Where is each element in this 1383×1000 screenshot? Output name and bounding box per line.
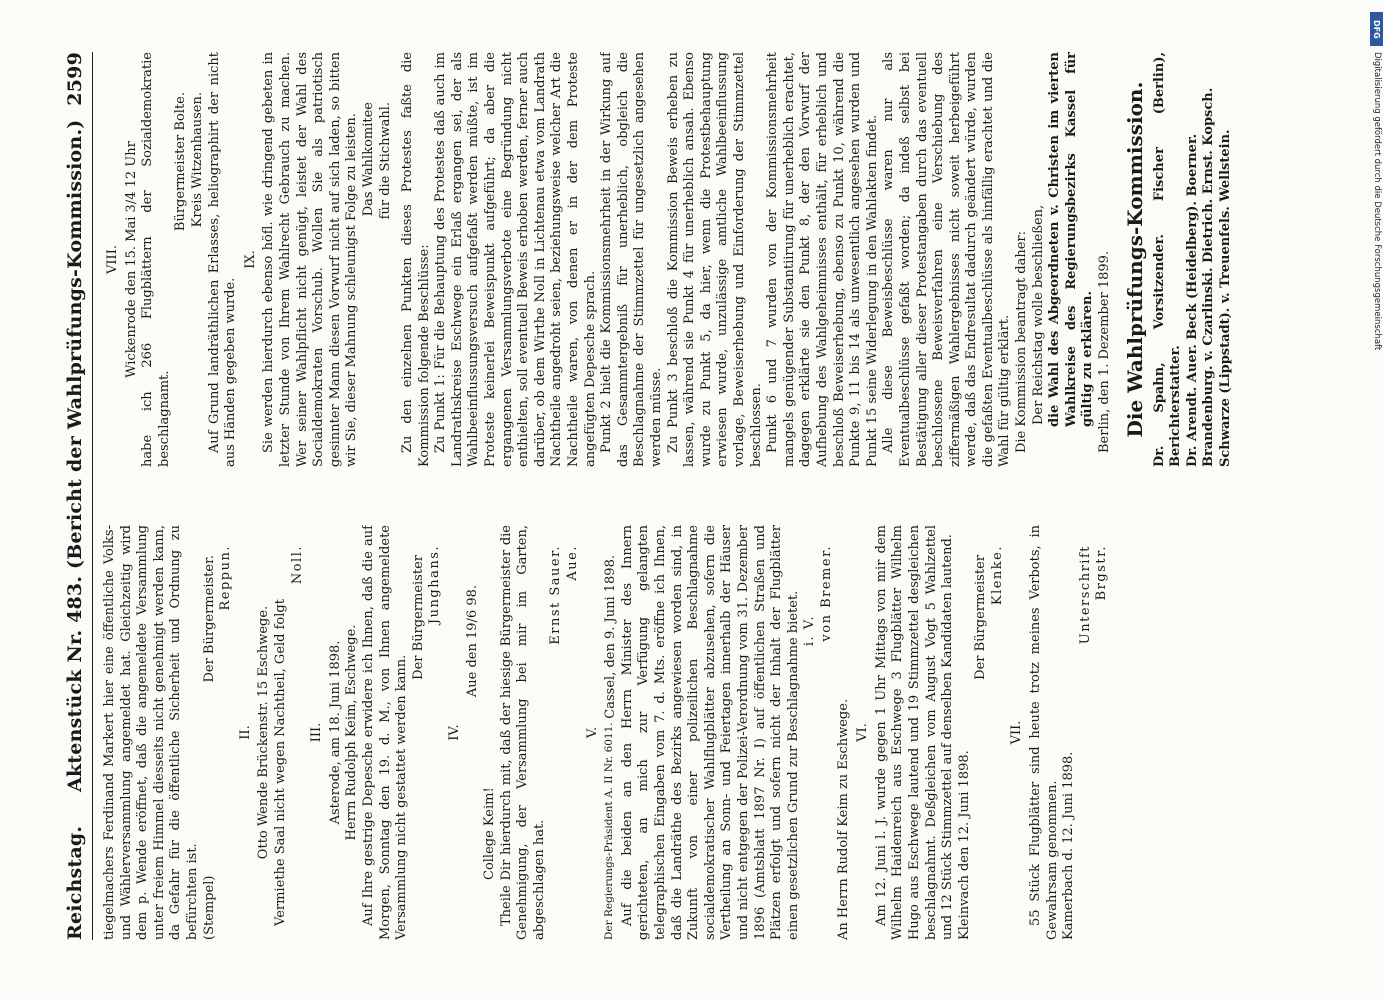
paragraph: Theile Dir hierdurch mit, daß der hiesige Bürgermeister die Genehmigung, der Versammlung bei mir im Garten, abgeschlagen hat.	[498, 525, 547, 940]
paragraph: Auf Ihre gestrige Depesche erwidere ich Ihnen, daß die auf Morgen, Sonntag den 19. d. M., von Ihnen angemeldete Versammlung nicht gestattet werden kann.	[360, 525, 410, 940]
signature-title: Unterschrift	[1077, 545, 1093, 645]
signature: für die Stichwahl.	[377, 102, 393, 220]
signature-place: Aue.	[565, 545, 581, 581]
section-heading: III.	[309, 722, 325, 743]
members-line: Dr. Arendt. Auer. Beck (Heidelberg). Boerner.	[1184, 133, 1200, 467]
signature: Reppun.	[218, 545, 234, 611]
right-column	[102, 52, 1252, 467]
paragraph: Sie werden hierdurch ebenso höfl. wie dringend gebeten in letzter Stunde von Ihrem Wahlrecht Gebrauch zu machen. Wer seiner Wahlpflicht nicht genügt, leistet der Wahl des Socialdemokraten Vorschub. Wollen Sie als patriotisch gesinnter Mann diesen Vorwurf nicht auf sich laden, so bitten wir Sie, dieser Mahnung schleunigst Folge zu leisten.	[261, 52, 360, 467]
header-rule	[92, 52, 93, 940]
paragraph: habe ich 266 Flugblättern der Sozialdemokratie beschlagnamt.	[140, 52, 172, 467]
date-line: Aue den 19/6 98.	[465, 585, 481, 698]
section-heading: VI.	[855, 723, 871, 742]
signature: Noll.	[289, 545, 305, 585]
section-heading: VII.	[1009, 720, 1025, 745]
date-line: Cassel, den 9. Juni 1898.	[603, 555, 619, 719]
page-number: 2599	[64, 52, 86, 106]
members-line: Brandenburg. v. Czarlinski. Dietrich. Ernst. Kopsch.	[1201, 87, 1217, 467]
signature: Junghans.	[427, 545, 443, 625]
section-heading: IX.	[242, 250, 258, 269]
paragraph: Auf Grund landräthlichen Erlasses, heliographirt der nicht aus Händen gegeben wurde.	[206, 52, 239, 467]
signature-prefix: i. V.	[802, 615, 818, 647]
date-line: Wickenrode den 15. Mai 3/4 12 Uhr	[123, 141, 139, 378]
paragraph: Alle diese Beweisbeschlüsse waren nur als Eventualbeschlüsse gefaßt worden; da indeß selbst bei Bestätigung aller dieser Protestangaben durch das eventuell beschlossene Beweisverfahren eine Verschiebung des ziffermäßigen Wahlergebnisses nicht soweit herbeigeführt werde, daß das Endresultat dadurch geändert würde, wurden die gefaßten Eventualbeschlüsse als hinfällig erachtet und die Wahl für gültig erklärt.	[881, 52, 1013, 467]
paragraph: Punkt 2 hielt die Kommissionsmehrheit in der Wirkung auf das Gesammtergebniß für unerheblich, obgleich die Beschlagnahme der Stimmzettel für ungesetzlich angesehen werden müsse.	[599, 52, 664, 467]
digitization-credit	[1370, 8, 1383, 698]
signature: Ernst Sauer.	[548, 545, 564, 645]
header-document-number: Aktenstück Nr. 483.	[64, 575, 86, 792]
header-left: Reichstag.	[64, 825, 86, 940]
signature: von Bremer.	[818, 545, 834, 642]
credit-text: Digitalisierung gefördert durch die Deutsche Forschungsgemeinschaft	[1372, 52, 1382, 351]
section-heading: VIII.	[105, 245, 120, 274]
paragraph: Zu den einzelnen Punkten dieses Protestes faßte die Kommission folgende Beschlüsse:	[400, 52, 432, 467]
stamp-note: (Stempel) Der Bürgermeister.	[201, 555, 217, 940]
section-heading: IV.	[446, 724, 462, 741]
paragraph: tiegelmachers Ferdinand Markert hier eine öffentliche Volks- und Wählerversammlung angemeldet hat. Gleichzeitig wird dem p. Wende eröffnet, daß die angemeldete Versammlung unter freiem Himmel diesseits nicht genehmigt werden kann, da Gefahr für die öffentliche Sicherheit und Ordnung zu befürchten ist.	[102, 525, 200, 940]
date-line: Kamerbach d. 12. Juni 1898.	[1061, 751, 1077, 940]
signature-title: Der Bürgermeister	[973, 555, 989, 680]
signature: Klenke.	[989, 545, 1005, 606]
paragraph: Die Kommission beantragt daher:	[1014, 231, 1030, 453]
reference-line: Der Regierungs-Präsident A. II Nr. 6011.	[603, 722, 616, 940]
left-column	[102, 525, 1252, 940]
header-subtitle: (Bericht der Wahlprüfungs-Kommission.)	[64, 119, 86, 569]
signature-title: Der Bürgermeister	[410, 555, 426, 680]
signature: Bürgermeister Bolte.	[173, 92, 189, 232]
paragraph: Auf die beiden an den Herrn Minister des Innern gerichteten, an mich zur Verfügung gelangten telegraphischen Eingaben vom 7. d. Mts. eröffne ich Ihnen, daß die Landräthe des Bezirks angewiesen worden sind, in Zukunft von einer polizeilichen Beschlagnahme socialdemokratischer Wahlflugblätter abzusehen, sofern die Vertheilung an Sonn- und Feiertagen innerhalb der Häuser und nicht entgegen der Polizei-Verordnung vom 31. Dezember 1896 (Amtsblatt 1897 Nr. I) auf öffentlichen Straßen und Plätzen erfolgt und sofern nicht der Inhalt der Flugblätter einen gesetzlichen Grund zur Beschlagnahme bietet.	[619, 525, 801, 940]
signature-place: Kreis Witzenhausen.	[189, 92, 205, 228]
header-title	[64, 120, 86, 792]
members-line: Dr. Spahn, Vorsitzender. Fischer (Berlin), Berichterstatter.	[1151, 52, 1184, 467]
members-line: Schwarze (Lippstadt). v. Treuenfels. Wellstein.	[1218, 129, 1233, 467]
signature: Das Wahlkomitee	[360, 102, 376, 217]
salutation: College Keim!	[482, 787, 498, 880]
paragraph: Am 12. Juni l. J. wurde gegen 1 Uhr Mittags von mir dem Wilhelm Haidenreich aus Eschwege 3 Flugblätter Wilhelm Hugo aus Eschwege lautend und 19 Stimmzettel desgleichen beschlagnahmt. Deßgleichen vom August Vogt 5 Wahlzettel und 12 Stück Stimmzettel auf denselben Kandidaten lautend.	[873, 525, 956, 940]
dfg-logo: DFG	[1370, 12, 1383, 46]
motion: die Wahl des Abgeordneten v. Christen im vierten Wahlkreise des Regierungsbezirks Kassel für gültig zu erklären.	[1047, 52, 1096, 427]
date-line: Berlin, den 1. Dezember 1899.	[1097, 250, 1113, 453]
date-line: Asterode, am 18. Juni 1898.	[327, 640, 343, 825]
section-heading: II.	[237, 725, 253, 740]
address-line: Otto Wende Brückenstr. 15 Eschwege.	[256, 605, 272, 860]
date-line: Kleinvach den 12. Juni 1898.	[956, 750, 972, 940]
address-line: An Herrn Rudolf Keim zu Eschwege.	[835, 698, 851, 940]
paragraph: Punkt 6 und 7 wurden von der Kommissionsmehrheit mangels genügender Substantiirung für unerheblich erachtet, dagegen erklärte sie den Punkt 8, der den Vorwurf der Aufhebung des Wahlgeheimnisses enthält, für erheblich und beschloß Beweiserhebung, ebenso zu Punkt 10, während die Punkte 9, 11 bis 14 als unwesentlich angesehen wurden und Punkt 15 seine Widerlegung in den Wahlakten findet.	[765, 52, 880, 467]
commission-title: Die Wahlprüfungs-Kommission.	[1122, 81, 1147, 438]
address-line: Herrn Rudolph Keim, Eschwege.	[344, 624, 360, 841]
members-list	[1152, 52, 1235, 467]
paragraph: Der Reichstag wolle beschließen,	[1030, 204, 1046, 425]
section-heading: V.	[584, 726, 600, 739]
paragraph: Vermiethe Saal nicht wegen Nachtheil, Geld folgt	[272, 599, 288, 926]
paragraph: Zu Punkt 1: Für die Behauptung des Protestes daß auch im Landrathskreise Eschwege ein Erlaß ergangen sei, der als Wahlbeeinflussungsversuch aufgefaßt werden müßte, ist im Proteste keinerlei Beweispunkt aufgeführt; da aber die ergangenen Versammlungsverbote eine Begründung nicht enthielten, soll eventuell Beweis erhoben werden, ferner auch darüber, ob dem Wirthe Noll in Lichtenau etwa vom Landrath Nachtheile angedroht seien, beziehungsweise welcher Art die Nachtheile waren, von denen er in der dem Proteste angefügten Depesche sprach.	[433, 52, 598, 467]
page-header	[62, 52, 90, 940]
paragraph: Zu Punkt 3 beschloß die Kommission Beweis erheben zu lassen, während sie Punkt 4 für unerheblich ansah. Ebenso wurde zu Punkt 5, da hier, wenn die Protestbehauptung erwiesen wurde, unzulässige amtliche Wahlbeeinflussung vorlage, Beweiserhebung und Einforderung der Stimmzettel beschlossen.	[665, 52, 764, 467]
signature: Brgstr.	[1094, 545, 1110, 601]
paragraph: 55 Stück Flugblätter sind heute trotz meines Verbots, in Gewahrsam genommen.	[1028, 525, 1060, 940]
